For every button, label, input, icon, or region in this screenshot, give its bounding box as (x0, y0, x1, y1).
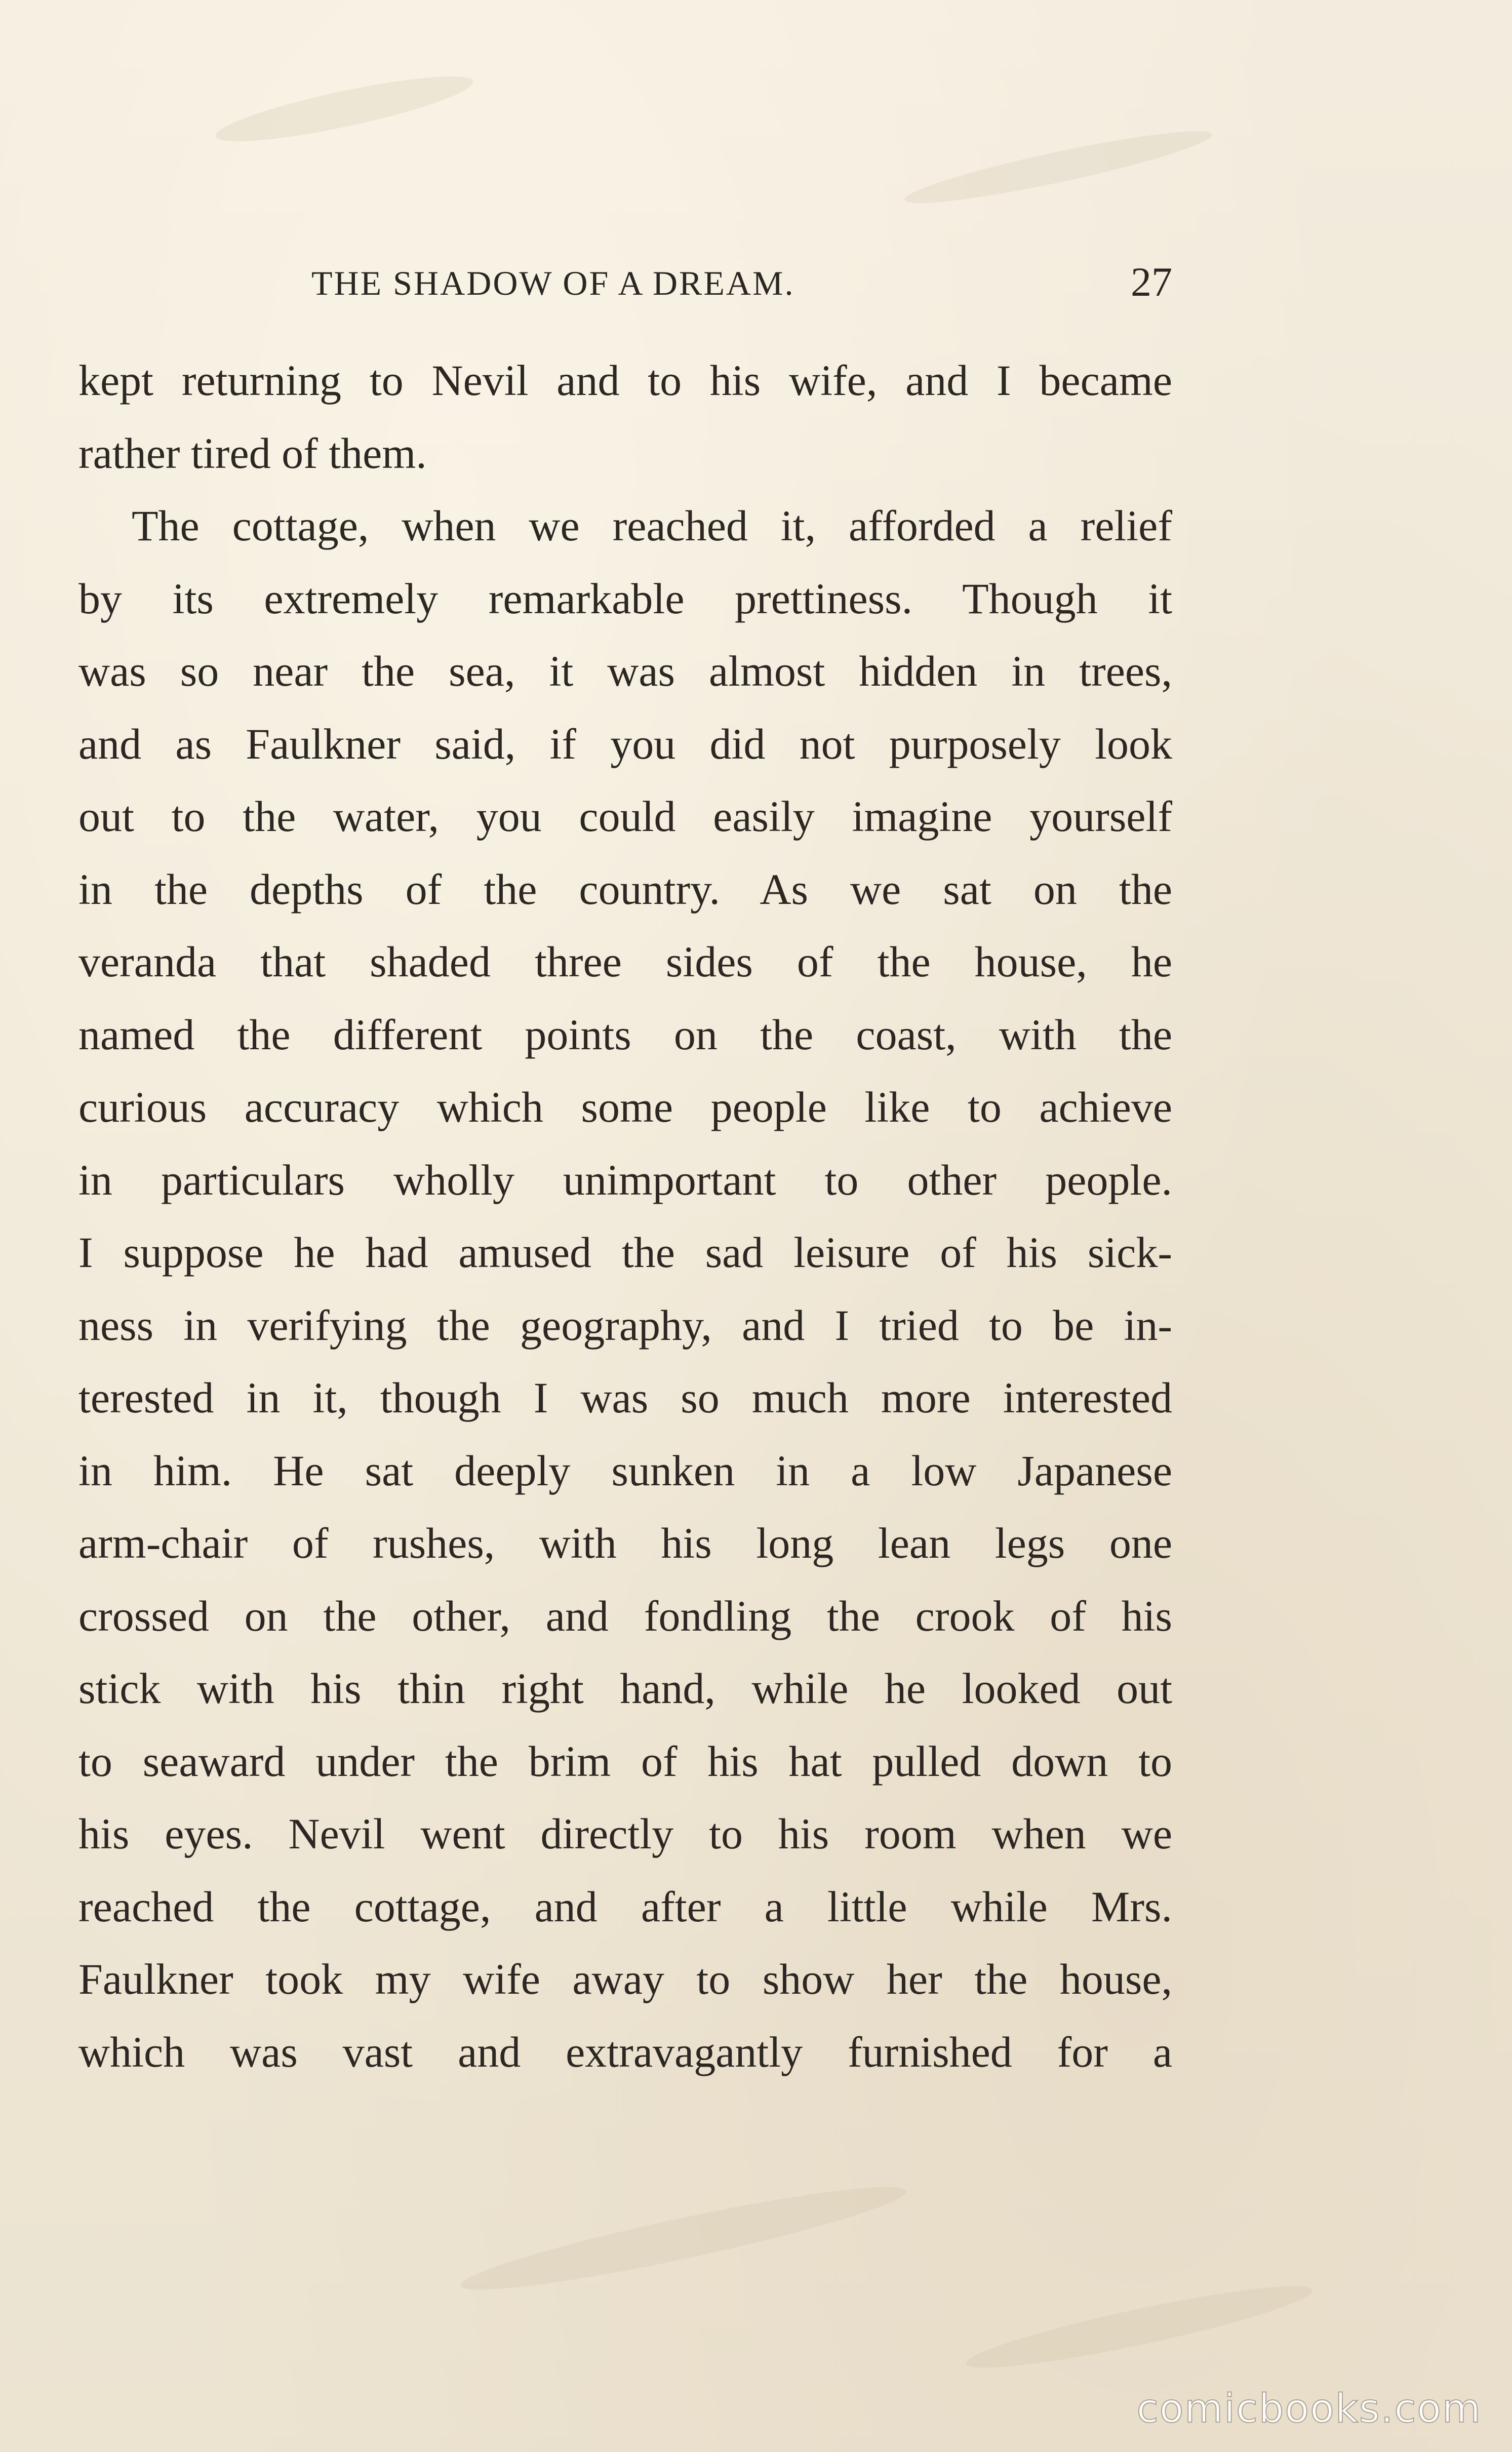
text-line: by its extremely remarkable prettiness. Though it (78, 574, 1172, 623)
text-line: arm-chair of rushes, with his long lean legs one (78, 1519, 1172, 1567)
text-line: reached the cottage, and after a little while Mrs. (78, 1882, 1172, 1931)
text-line: I suppose he had amused the sad leisure of his sick- (78, 1228, 1172, 1277)
text-line: in particulars wholly unimportant to other people. (78, 1155, 1172, 1204)
text-line: his eyes. Nevil went directly to his room when we (78, 1809, 1172, 1858)
text-line: named the different points on the coast, with the (78, 1010, 1172, 1059)
paper-stain (962, 2273, 1316, 2381)
paper-stain (457, 2171, 911, 2305)
text-line: Faulkner took my wife away to show her the house, (78, 1955, 1172, 2003)
text-line: The cottage, when we reached it, afforded a relief (132, 501, 1172, 550)
running-title: THE SHADOW OF A DREAM. (311, 264, 795, 302)
text-line: kept returning to Nevil and to his wife, and I became (78, 356, 1172, 405)
text-line: veranda that shaded three sides of the house, he (78, 937, 1172, 986)
paper-stain (902, 120, 1215, 215)
text-line: terested in it, though I was so much more interested (78, 1373, 1172, 1422)
text-line: in the depths of the country. As we sat on the (78, 864, 1172, 914)
text-line: ness in verifying the geography, and I tried to be in- (78, 1300, 1172, 1350)
page-number: 27 (1131, 259, 1172, 305)
body-text (78, 344, 1172, 2088)
text-line: to seaward under the brim of his hat pulled down to (78, 1736, 1172, 1786)
text-line: was so near the sea, it was almost hidden in trees, (78, 647, 1172, 695)
text-line: out to the water, you could easily imagine yourself (78, 792, 1172, 841)
text-line: rather tired of them. (78, 428, 427, 478)
text-line: curious accuracy which some people like to achieve (78, 1083, 1172, 1131)
paper-stain (212, 64, 476, 154)
text-line: which was vast and extravagantly furnished for a (78, 2027, 1172, 2076)
text-line: and as Faulkner said, if you did not purposely look (78, 719, 1172, 768)
running-head (84, 258, 1172, 314)
text-line: stick with his thin right hand, while he looked out (78, 1664, 1172, 1713)
text-line: crossed on the other, and fondling the crook of his (78, 1591, 1172, 1640)
text-line: in him. He sat deeply sunken in a low Japanese (78, 1446, 1172, 1495)
watermark: comicbooks.com (1136, 2386, 1482, 2432)
